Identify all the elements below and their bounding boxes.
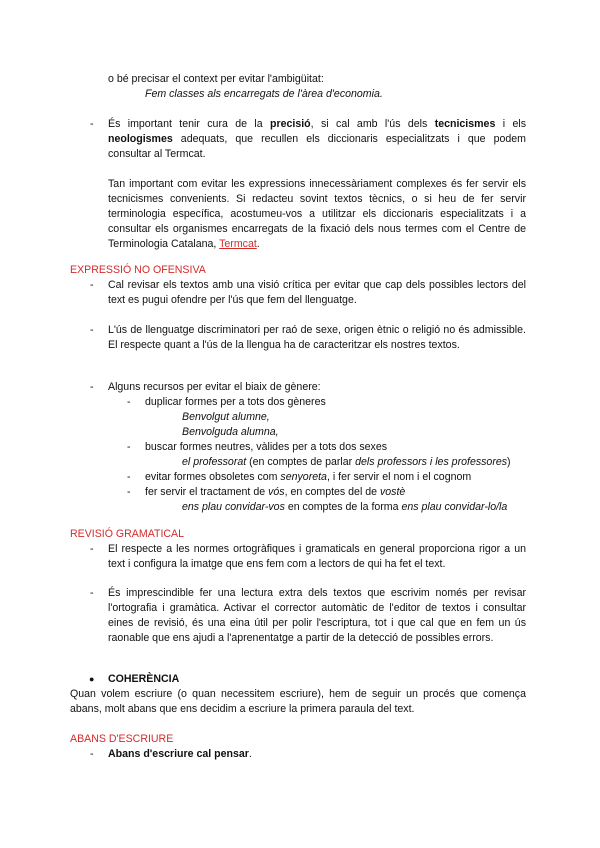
bullet-dash: - [90,748,94,760]
intro-example: Fem classes als encarregats de l'àrea d'economia. [145,88,383,100]
bullet-dash: - [90,279,94,291]
termcat-link[interactable]: Termcat [219,238,257,250]
bullet-dash: - [90,324,94,336]
bullet-dot: ● [89,674,95,684]
section-heading-gramatical: REVISIÓ GRAMATICAL [70,528,185,540]
sub-item-vos: fer servir el tractament de vós, en comptes del de vostè [145,486,406,498]
sub-bullet-dash: - [127,471,131,483]
intro-line: o bé precisar el context per evitar l'ambigüitat: [108,73,324,85]
coherencia-text: Quan volem escriure (o quan necessitem escriure), hem de seguir un procés que comença abans, molt abans que ens decidim a escriure la primera paraula del text. [70,688,526,715]
example-benvolguda: Benvolguda alumna, [182,426,279,438]
sub-item-obsoletes: evitar formes obsoletes com senyoreta, i fer servir el nom i el cognom [145,471,472,483]
bullet-dash: - [90,381,94,393]
section-heading-abans: ABANS D'ESCRIURE [70,733,174,745]
bullet-dash: - [90,543,94,555]
sub-bullet-dash: - [127,441,131,453]
section-heading-ofensiva: EXPRESSIÓ NO OFENSIVA [70,264,206,276]
example-benvolgut: Benvolgut alumne, [182,411,270,423]
abans-item: Abans d'escriure cal pensar. [108,748,252,760]
ofensiva-bullet-1: Cal revisar els textos amb una visió crítica per evitar que cap dels possibles lectors del text es pugui ofendre per l'ús que fem del llenguatge. [108,279,526,306]
ofensiva-bullet-2: L'ús de llenguatge discriminatori per raó de sexe, origen ètnic o religió no és admissible. El respecte quant a l'ús de la llengua ha de caracteritzar els nostres textos. [108,324,526,351]
ofensiva-bullet-3: Alguns recursos per evitar el biaix de gènere: [108,381,321,393]
example-convidar: ens plau convidar-vos en comptes de la forma ens plau convidar-lo/la [182,501,508,513]
sub-bullet-dash: - [127,486,131,498]
sub-bullet-dash: - [127,396,131,408]
bullet-dash: - [90,118,94,130]
gramatical-bullet-2: És imprescindible fer una lectura extra dels textos que escrivim només per revisar l'ortografia i gramàtica. Activar el corrector automàtic de l'editor de textos i consultar eines de revisió, és una eina útil per polir l'escriptura, tot i que cal que en fem un ús raonable que ens ajudi a l'aprenentatge a partir de la detecció de possibles errors. [108,587,526,644]
example-professorat: el professorat (en comptes de parlar dels professors i les professores) [182,456,511,468]
coherencia-heading: COHERÈNCIA [108,673,180,685]
gramatical-bullet-1: El respecte a les normes ortogràfiques i gramaticals en general proporciona rigor a un text i configura la imatge que ens fem com a lectors de qui ha fet el text. [108,543,526,570]
termcat-paragraph: Tan important com evitar les expressions innecessàriament complexes és fer servir els tecnicismes convenients. Si redacteu sovint textos tècnics, o si heu de fer servir terminologia específica, acostumeu-vos a utilitzar els diccionaris especialitzats i a consultar els organismes encarregats de la fixació dels nous termes com el Centre de Terminologia Catalana, Termcat. [108,178,526,250]
precisio-paragraph: És important tenir cura de la precisió, si cal amb l'ús dels tecnicismes i els neologismes adequats, que recullen els diccionaris especialitzats i que podem consultar al Termcat. [108,118,526,160]
sub-item-neutres: buscar formes neutres, vàlides per a tots dos sexes [145,441,388,453]
sub-item-duplicar: duplicar formes per a tots dos gèneres [145,396,326,408]
bullet-dash: - [90,587,94,599]
